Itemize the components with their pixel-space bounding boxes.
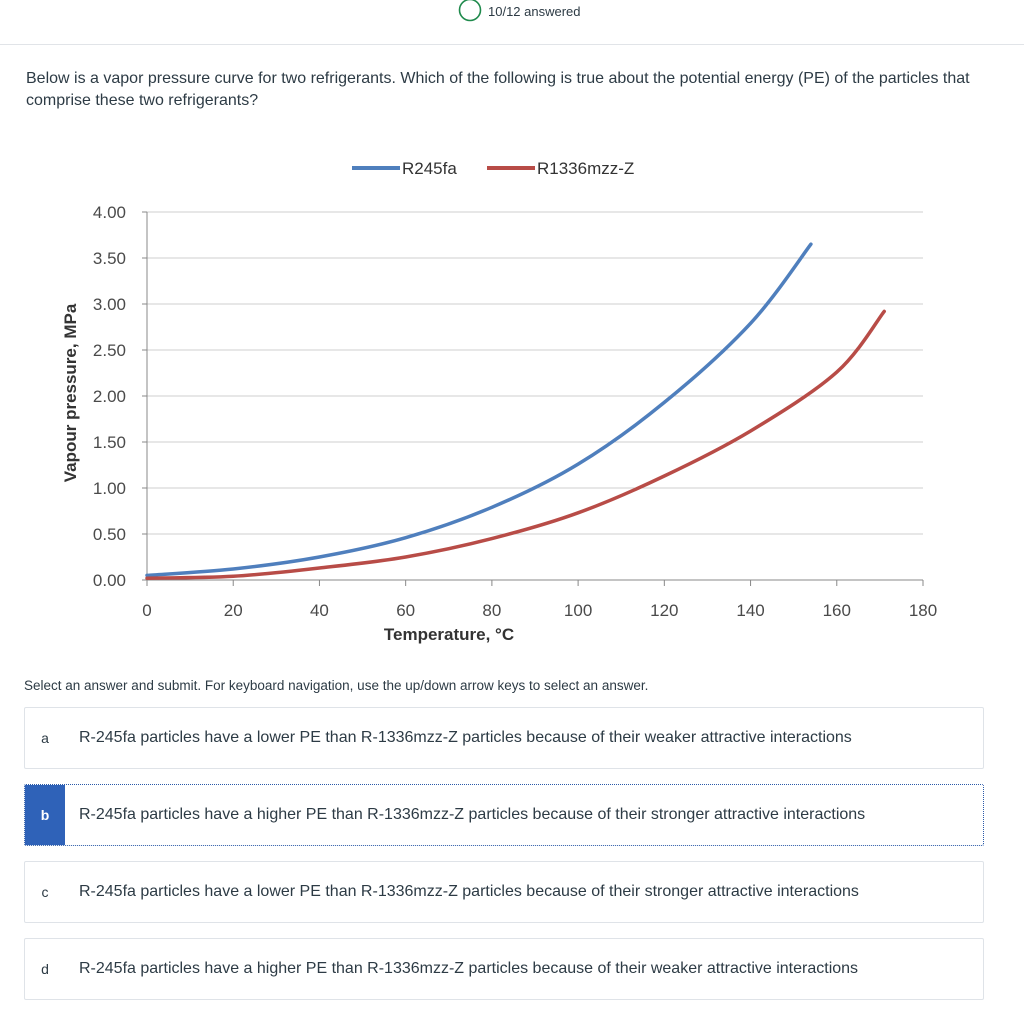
x-tick-label: 100 [563, 601, 593, 620]
legend-label: R245fa [402, 159, 457, 178]
answer-option-a[interactable] [24, 707, 984, 769]
x-axis-ticks [142, 601, 937, 620]
y-tick-label: 2.00 [92, 387, 126, 406]
progress-indicator [458, 0, 581, 22]
answer-letter: c [41, 884, 49, 900]
y-tick-label: 2.50 [92, 341, 126, 360]
y-axis-label: Vapour pressure, MPa [61, 303, 80, 483]
question-text: Below is a vapor pressure curve for two refrigerants. Which of the following is true about the potential energy (PE) of the particles that comprise these two refrigerants? [26, 70, 970, 109]
series-lines [147, 244, 884, 578]
progress-ring-icon [458, 0, 482, 22]
answer-text: R-245fa particles have a higher PE than R-1336mzz-Z particles because of their weaker attractive interactions [79, 960, 859, 977]
vapor-pressure-chart [0, 150, 1024, 660]
x-tick-label: 20 [223, 601, 243, 620]
x-tick-label: 140 [736, 601, 765, 620]
y-tick-label: 0.50 [92, 525, 126, 544]
answer-letter: b [25, 785, 65, 845]
legend-label: R1336mzz-Z [537, 159, 635, 178]
y-tick-label: 4.00 [92, 203, 126, 222]
progress-label: 10/12 answered [488, 3, 581, 19]
y-tick-label: 0.00 [92, 571, 126, 590]
y-tick-label: 3.00 [92, 295, 126, 314]
x-tick-label: 60 [396, 601, 416, 620]
answer-option-d[interactable] [24, 938, 984, 1000]
instructions-text: Select an answer and submit. For keyboard navigation, use the up/down arrow keys to select an answer. [24, 678, 649, 693]
chart-grid [142, 212, 923, 586]
answer-letter: d [41, 961, 49, 977]
answer-option-b[interactable] [24, 784, 984, 846]
y-tick-label: 1.00 [92, 479, 126, 498]
answer-text: R-245fa particles have a lower PE than R-1336mzz-Z particles because of their stronger attractive interactions [79, 883, 859, 900]
series-line-1 [147, 244, 811, 575]
x-tick-label: 80 [482, 601, 502, 620]
answer-letter: a [41, 730, 49, 746]
x-tick-label: 160 [822, 601, 851, 620]
x-axis-label: Temperature, °C [383, 625, 515, 644]
y-axis-ticks [93, 203, 126, 590]
chart-legend [352, 159, 634, 178]
series-line-2 [147, 311, 884, 578]
x-tick-label: 120 [650, 601, 679, 620]
x-tick-label: 40 [309, 601, 329, 620]
y-tick-label: 3.50 [92, 249, 126, 268]
answer-list [24, 707, 984, 1015]
answer-text: R-245fa particles have a lower PE than R-1336mzz-Z particles because of their weaker attractive interactions [79, 729, 852, 746]
answer-option-c[interactable] [24, 861, 984, 923]
top-bar [0, 0, 1024, 45]
answer-text: R-245fa particles have a higher PE than R-1336mzz-Z particles because of their stronger attractive interactions [79, 806, 866, 823]
x-tick-label: 0 [142, 601, 152, 620]
y-tick-label: 1.50 [92, 433, 126, 452]
x-tick-label: 180 [908, 601, 938, 620]
